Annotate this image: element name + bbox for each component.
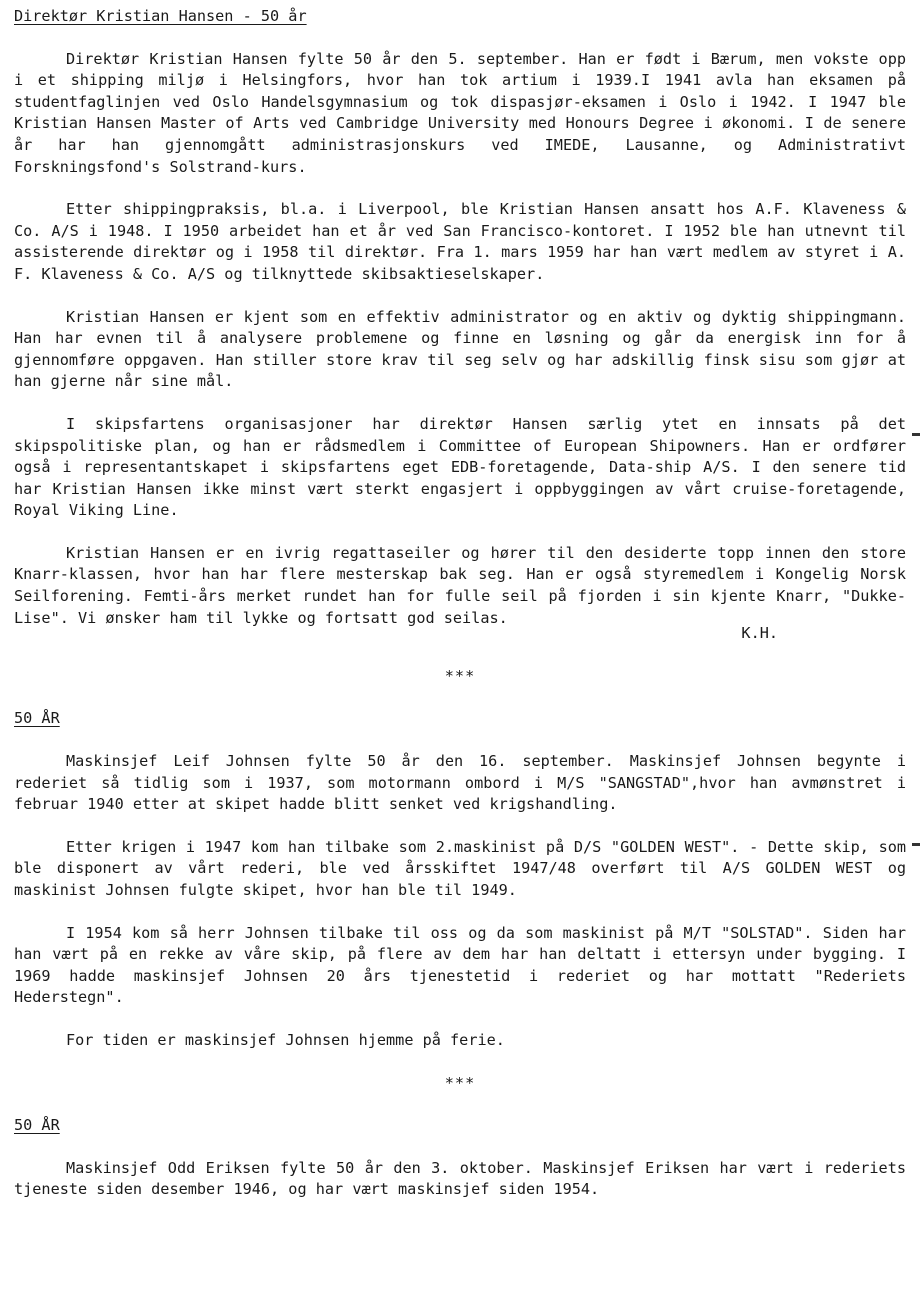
article-paragraph: For tiden er maskinsjef Johnsen hjemme på ferie.: [66, 1030, 505, 1049]
article-paragraph: Etter krigen i 1947 kom han tilbake som 2.maskinist på D/S "GOLDEN WEST". - Dette skip, som ble disponert av vårt rederi, ble ved årsskiftet 1947/48 overført til A/S GOLDEN WEST og maskinist Johnsen fulgte skipet, hvor han ble til 1949.: [14, 837, 906, 899]
signature: K.H.: [741, 624, 778, 643]
article-paragraph: I skipsfartens organisasjoner har direktør Hansen særlig ytet en innsats på det skipspolitiske plan, og han er rådsmedlem i Committee of European Shipowners. Han er ordfører også i representantskapet i skipsfartens eget EDB-foretagende, Data-ship A/S. I den senere tid har Kristian Hansen ikke minst vært sterkt engasjert i oppbyggingen av vårt cruise-foretagende, Royal Viking Line.: [14, 414, 906, 520]
article-paragraph: Maskinsjef Leif Johnsen fylte 50 år den 16. september. Maskinsjef Johnsen begynte i rederiet så tidlig som i 1937, som motormann ombord i M/S "SANGSTAD",hvor han avmønstret i februar 1940 etter at skipet hadde blitt senket ved krigshandling.: [14, 752, 906, 814]
article-paragraph: Kristian Hansen er en ivrig regattaseiler og hører til den desiderte topp innen den store Knarr-klassen, hvor han har flere mesterskap bak seg. Han er også styremedlem i Kongelig Norsk Seilforening. Femti-års merket rundet han for fulle seil på fjorden i sin kjente Knarr, "Dukke-Lise". Vi ønsker ham til lykke og fortsatt god seilas.: [14, 543, 906, 627]
article-odd-eriksen: [14, 1115, 906, 1201]
article-leif-johnsen: [14, 708, 906, 1051]
article-heading: 50 ÅR: [14, 709, 60, 728]
section-separator: ***: [444, 666, 476, 685]
margin-mark: [912, 843, 920, 846]
article-paragraph: I 1954 kom så herr Johnsen tilbake til oss og da som maskinist på M/T "SOLSTAD". Siden har han vært på en rekke av våre skip, på flere av dem har han deltatt i ettersyn under bygging. I 1969 hadde maskinsjef Johnsen 20 års tjenestetid i rederiet og har mottatt "Rederiets Hederstegn".: [14, 923, 906, 1007]
article-paragraph: Etter shippingpraksis, bl.a. i Liverpool, ble Kristian Hansen ansatt hos A.F. Klaveness & Co. A/S i 1948. I 1950 arbeidet han et år ved San Francisco-kontoret. I 1952 ble han utnevnt til assisterende direktør og i 1958 til direktør. Fra 1. mars 1959 har han vært medlem av styret i A. F. Klaveness & Co. A/S og tilknyttede skibsaktieselskaper.: [14, 200, 906, 283]
section-separator: ***: [444, 1073, 476, 1092]
article-paragraph: Direktør Kristian Hansen fylte 50 år den 5. september. Han er født i Bærum, men vokste opp i et shipping miljø i Helsingfors, hvor han tok artium i 1939.I 1941 avla han eksamen på studentfaglinjen ved Oslo Handelsgymnasium og tok dispasjør-eksamen i Oslo i 1942. I 1947 ble Kristian Hansen Master of Arts ved Cambridge University med Honours Degree i økonomi. I de senere år har han gjennomgått administrasjonskurs ved IMEDE, Lausanne, og Administrativt Forskningsfond's Solstrand-kurs.: [14, 49, 906, 176]
margin-mark: [912, 433, 920, 436]
article-heading: 50 ÅR: [14, 1116, 60, 1135]
article-heading: Direktør Kristian Hansen - 50 år: [14, 7, 307, 25]
article-kristian-hansen: [14, 6, 906, 645]
article-paragraph: Kristian Hansen er kjent som en effektiv administrator og en aktiv og dyktig shippingmann. Han har evnen til å analysere problemene og finne en løsning og går da energisk inn for å gjennomføre oppgaven. Han stiller store krav til seg selv og har adskillig finsk sisu som gjør at han gjerne når sine mål.: [14, 307, 906, 391]
document-page: [14, 6, 906, 1201]
article-paragraph: Maskinsjef Odd Eriksen fylte 50 år den 3. oktober. Maskinsjef Eriksen har vært i rederiets tjeneste siden desember 1946, og har vært maskinsjef siden 1954.: [14, 1158, 906, 1199]
